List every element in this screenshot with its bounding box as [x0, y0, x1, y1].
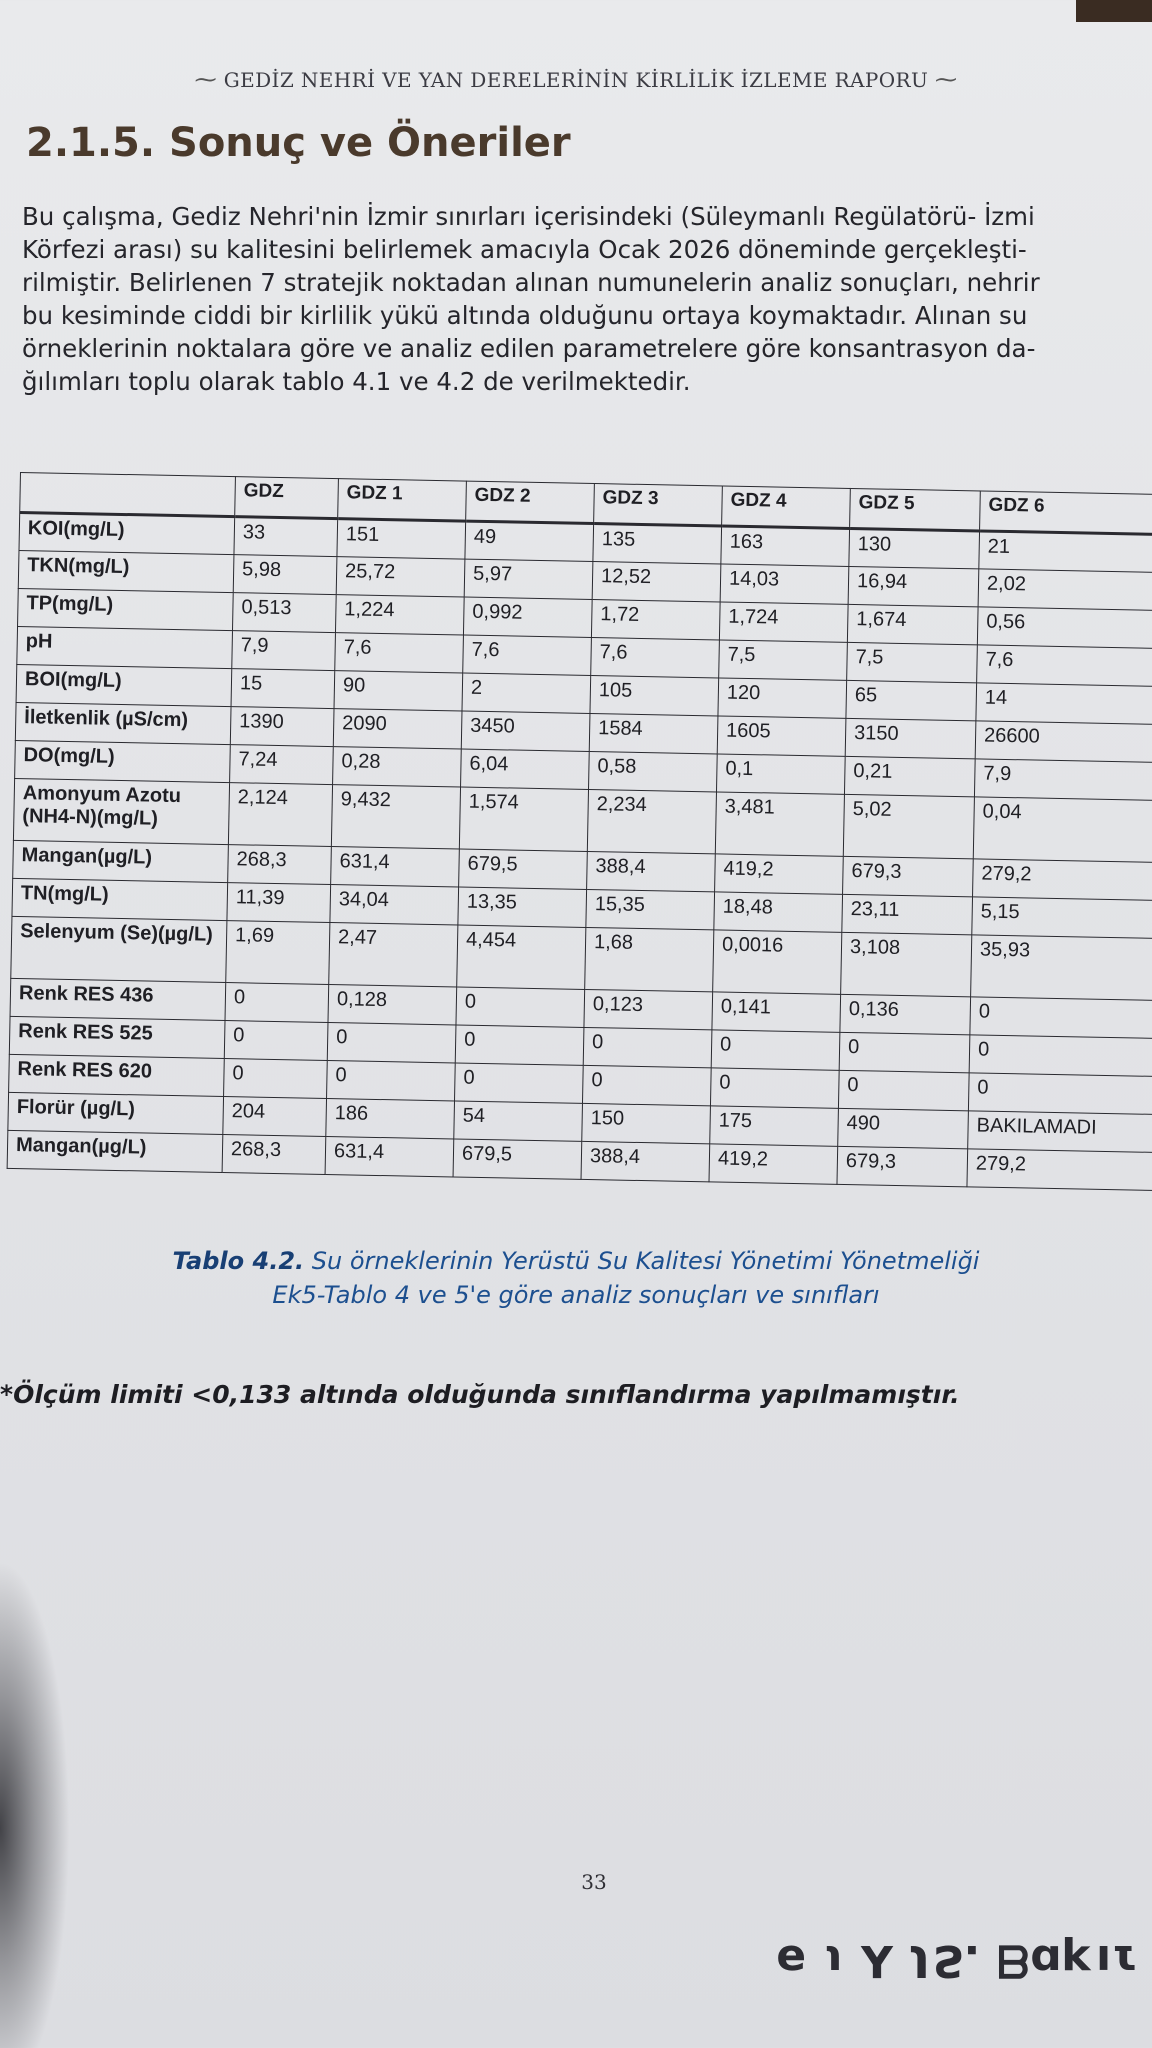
table-cell: 14,03: [720, 564, 849, 604]
table-cell: 0,21: [844, 756, 975, 796]
table-cell: 15: [231, 669, 335, 709]
table-cell: 25,72: [336, 557, 465, 597]
table-cell: 5,02: [843, 794, 974, 858]
table-cell: 21: [979, 531, 1152, 573]
table-cell: 7,6: [335, 633, 464, 673]
table-cell: 0: [456, 987, 585, 1027]
running-header: [0, 68, 1152, 93]
table-cell: 0,136: [840, 994, 971, 1034]
row-label: Renk RES 620: [9, 1054, 225, 1096]
finger-shadow: [0, 1560, 70, 2048]
table-cell: 7,6: [591, 638, 720, 678]
bleed-through-text: ɿıʞɒᗺ .ƧƖ ⅄ ɩ ə: [774, 1935, 1138, 1986]
table-cell: 279,2: [967, 1149, 1152, 1191]
page-number: 33: [581, 1870, 607, 1894]
table-cell: 12,52: [592, 562, 721, 602]
column-header: GDZ: [235, 477, 339, 519]
table-cell: 7,6: [977, 645, 1152, 687]
section-title: 2.1.5. Sonuç ve Öneriler: [26, 120, 571, 166]
table-cell: 26600: [975, 721, 1152, 763]
table-cell: 268,3: [228, 845, 332, 885]
table-cell: 0: [224, 1059, 328, 1099]
table-cell: 33: [234, 517, 338, 557]
table-cell: 3,108: [841, 932, 972, 996]
row-label: Mangan(µg/L): [13, 840, 229, 882]
table-cell: 204: [223, 1097, 327, 1137]
table-cell: 0,0016: [713, 930, 842, 994]
table-cell: 0,992: [463, 597, 592, 637]
table-cell: 130: [849, 528, 980, 568]
results-table: [7, 472, 1152, 1191]
caption-label: Tablo 4.2.: [172, 1247, 305, 1275]
table-cell: 5,98: [233, 555, 337, 595]
table-cell: 279,2: [973, 859, 1152, 901]
table-cell: 631,4: [331, 847, 460, 887]
row-label: KOI(mg/L): [19, 513, 235, 555]
row-label: Renk RES 436: [10, 978, 226, 1020]
table-cell: 6,04: [461, 749, 590, 789]
table-cell: 0: [224, 1021, 328, 1061]
table-body: [7, 513, 1152, 1191]
table-cell: 419,2: [715, 854, 844, 894]
table-cell: 0: [327, 1023, 456, 1063]
results-table-container: [5, 472, 1152, 1254]
row-label: Amonyum Azotu (NH4-N)(mg/L): [13, 778, 229, 844]
table-caption: [0, 1244, 1152, 1312]
intro-line: Bu çalışma, Gediz Nehri'nin İzmir sınırları içerisindeki (Süleymanlı Regülatörü- İzmi: [22, 202, 1035, 231]
table-cell: 0: [711, 1030, 840, 1070]
table-cell: 0: [839, 1032, 970, 1072]
intro-line: örneklerinin noktalara göre ve analiz edilen parametrelere göre konsantrasyon da-: [22, 334, 1036, 363]
table-cell: 65: [846, 680, 977, 720]
caption-line-1: [0, 1244, 1152, 1278]
table-cell: 2,47: [329, 923, 458, 987]
intro-line: ğılımları toplu olarak tablo 4.1 ve 4.2 de verilmektedir.: [22, 367, 691, 396]
table-cell: 679,3: [837, 1146, 968, 1186]
table-cell: 0,513: [232, 593, 336, 633]
table-cell: 0,141: [712, 992, 841, 1032]
table-cell: 186: [326, 1099, 455, 1139]
table-cell: 7,5: [847, 642, 978, 682]
table-cell: 268,3: [222, 1135, 326, 1175]
table-cell: 135: [593, 524, 722, 564]
caption-line-2: Ek5-Tablo 4 ve 5'e göre analiz sonuçları ve sınıfları: [272, 1281, 880, 1309]
table-cell: 34,04: [330, 885, 459, 925]
table-cell: BAKILAMADI: [968, 1111, 1152, 1153]
column-header: GDZ 1: [338, 479, 467, 521]
table-cell: 9,432: [331, 785, 460, 849]
intro-line: rilmiştir. Belirlenen 7 stratejik noktadan alınan numunelerin analiz sonuçları, nehrir: [22, 268, 1040, 297]
table-cell: 16,94: [848, 566, 979, 606]
column-header: GDZ 6: [980, 491, 1152, 535]
table-cell: 0,58: [589, 751, 718, 791]
wave-ornament-left: ⁓: [194, 68, 217, 93]
table-cell: 2: [462, 673, 591, 713]
table-cell: 151: [337, 519, 466, 559]
table-cell: 13,35: [458, 887, 587, 927]
table-cell: 2,124: [228, 783, 332, 847]
table-cell: 0: [968, 1073, 1152, 1115]
row-label: İletkenlik (µS/cm): [15, 702, 231, 744]
intro-paragraph: [22, 200, 1152, 398]
table-cell: 90: [334, 671, 463, 711]
table-cell: 388,4: [581, 1141, 710, 1181]
table-cell: 1,69: [226, 921, 330, 985]
table-cell: 631,4: [325, 1136, 454, 1176]
table-cell: 7,9: [974, 759, 1152, 801]
row-label: Renk RES 525: [9, 1016, 225, 1058]
table-cell: 419,2: [709, 1144, 838, 1184]
table-cell: 3450: [461, 711, 590, 751]
table-cell: 3150: [845, 718, 976, 758]
table-cell: 0: [455, 1063, 584, 1103]
table-corner-cell: [20, 473, 236, 517]
intro-line: Körfezi arası) su kalitesini belirlemek amacıyla Ocak 2026 döneminde gerçekleşti-: [22, 235, 1027, 264]
row-label: Selenyum (Se)(µg/L): [11, 916, 227, 982]
table-cell: 679,3: [843, 856, 974, 896]
table-cell: 2090: [333, 709, 462, 749]
table-cell: 1,724: [719, 602, 848, 642]
table-cell: 0: [969, 1035, 1152, 1077]
row-label: Mangan(µg/L): [7, 1130, 223, 1172]
table-cell: 35,93: [971, 935, 1152, 1001]
table-cell: 0,28: [333, 747, 462, 787]
column-header: GDZ 4: [722, 486, 851, 528]
table-cell: 1,68: [585, 927, 714, 991]
table-cell: 3,481: [715, 792, 844, 856]
table-cell: 120: [718, 678, 847, 718]
column-header: GDZ 3: [594, 484, 723, 526]
table-cell: 1,574: [459, 787, 588, 851]
table-cell: 0: [710, 1068, 839, 1108]
table-cell: 2,234: [587, 789, 716, 853]
table-cell: 0,04: [973, 797, 1152, 863]
column-header: GDZ 5: [850, 488, 981, 530]
table-cell: 0,1: [716, 754, 845, 794]
table-cell: 0: [225, 983, 329, 1023]
table-cell: 5,15: [972, 897, 1152, 939]
table-cell: 15,35: [586, 889, 715, 929]
table-cell: 49: [465, 521, 594, 561]
table-cell: 1390: [230, 707, 334, 747]
table-cell: 2,02: [978, 569, 1152, 611]
table-cell: 7,6: [463, 635, 592, 675]
table-cell: 0: [583, 1027, 712, 1067]
table-cell: 105: [590, 675, 719, 715]
table-cell: 0: [327, 1061, 456, 1101]
table-cell: 163: [721, 526, 850, 566]
row-label: TKN(mg/L): [18, 550, 234, 592]
row-label: TN(mg/L): [12, 878, 228, 920]
table-cell: 7,24: [230, 745, 334, 785]
table-cell: 679,5: [453, 1139, 582, 1179]
table-cell: 23,11: [842, 894, 973, 934]
caption-text: Su örneklerinin Yerüstü Su Kalitesi Yönetimi Yönetmeliği: [304, 1247, 980, 1275]
table-cell: 388,4: [587, 851, 716, 891]
book-corner-tab: [1076, 0, 1152, 22]
table-cell: 679,5: [459, 849, 588, 889]
table-cell: 1605: [717, 716, 846, 756]
table-cell: 0: [582, 1065, 711, 1105]
table-cell: 0,56: [977, 607, 1152, 649]
table-cell: 5,97: [464, 559, 593, 599]
wave-ornament-right: ⁓: [935, 68, 958, 93]
intro-line: bu kesiminde ciddi bir kirlilik yükü altında olduğunu ortaya koymaktadır. Alınan su: [22, 301, 1028, 330]
row-label: DO(mg/L): [15, 740, 231, 782]
column-header: GDZ 2: [466, 481, 595, 523]
row-label: TP(mg/L): [18, 588, 234, 630]
table-cell: 54: [454, 1101, 583, 1141]
running-header-text: GEDİZ NEHRİ VE YAN DERELERİNİN KİRLİLİK İZLEME RAPORU: [223, 68, 929, 92]
row-label: BOI(mg/L): [16, 664, 232, 706]
table-cell: 14: [976, 683, 1152, 725]
table-cell: 11,39: [227, 883, 331, 923]
table-cell: 1,224: [335, 595, 464, 635]
table-cell: 1,674: [847, 604, 978, 644]
row-label: pH: [17, 626, 233, 668]
table-cell: 175: [710, 1106, 839, 1146]
table-cell: 150: [582, 1103, 711, 1143]
table-cell: 1584: [589, 713, 718, 753]
table-cell: 490: [838, 1108, 969, 1148]
table-cell: 4,454: [457, 925, 586, 989]
table-cell: 18,48: [714, 892, 843, 932]
table-cell: 0,128: [328, 985, 457, 1025]
footnote: *Ölçüm limiti <0,133 altında olduğunda sınıflandırma yapılmamıştır.: [0, 1380, 960, 1409]
table-cell: 0: [455, 1025, 584, 1065]
table-cell: 0,123: [584, 989, 713, 1029]
row-label: Florür (µg/L): [8, 1092, 224, 1134]
table-cell: 0: [970, 997, 1152, 1039]
table-cell: 7,5: [719, 640, 848, 680]
table-cell: 7,9: [232, 631, 336, 671]
table-cell: 0: [838, 1070, 969, 1110]
table-cell: 1,72: [591, 600, 720, 640]
